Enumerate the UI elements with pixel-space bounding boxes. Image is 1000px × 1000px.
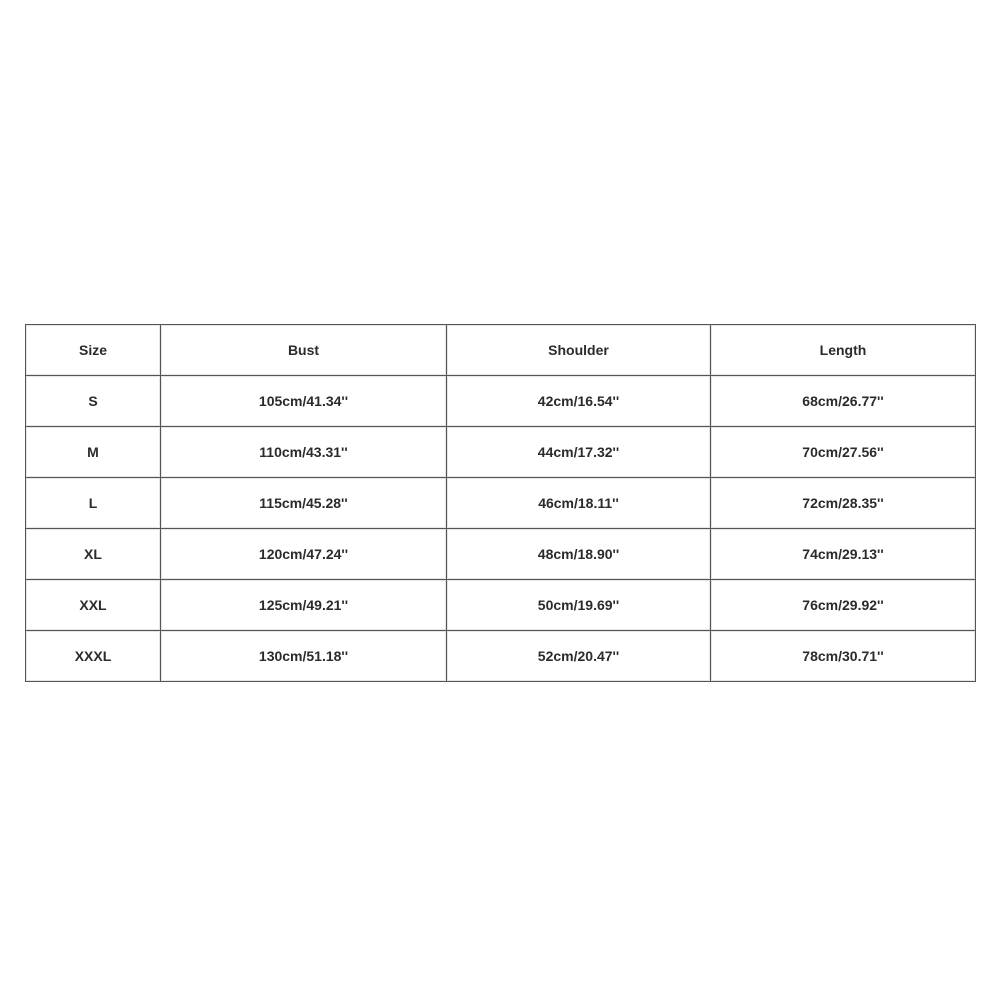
cell-length: 76cm/29.92'' (711, 580, 976, 631)
cell-shoulder: 50cm/19.69'' (447, 580, 711, 631)
cell-size: XXXL (26, 631, 161, 682)
cell-length: 68cm/26.77'' (711, 376, 976, 427)
header-bust: Bust (161, 325, 447, 376)
cell-length: 70cm/27.56'' (711, 427, 976, 478)
table-row (26, 376, 976, 427)
cell-size: S (26, 376, 161, 427)
table-row (26, 580, 976, 631)
cell-size: XL (26, 529, 161, 580)
header-shoulder: Shoulder (447, 325, 711, 376)
table-row (26, 478, 976, 529)
header-size: Size (26, 325, 161, 376)
cell-size: XXL (26, 580, 161, 631)
cell-bust: 130cm/51.18'' (161, 631, 447, 682)
cell-shoulder: 44cm/17.32'' (447, 427, 711, 478)
cell-length: 78cm/30.71'' (711, 631, 976, 682)
cell-bust: 110cm/43.31'' (161, 427, 447, 478)
table-row (26, 631, 976, 682)
cell-shoulder: 46cm/18.11'' (447, 478, 711, 529)
size-chart-table (25, 324, 976, 682)
cell-size: M (26, 427, 161, 478)
cell-bust: 120cm/47.24'' (161, 529, 447, 580)
header-length: Length (711, 325, 976, 376)
cell-length: 72cm/28.35'' (711, 478, 976, 529)
cell-bust: 125cm/49.21'' (161, 580, 447, 631)
cell-shoulder: 42cm/16.54'' (447, 376, 711, 427)
cell-length: 74cm/29.13'' (711, 529, 976, 580)
cell-bust: 115cm/45.28'' (161, 478, 447, 529)
cell-shoulder: 48cm/18.90'' (447, 529, 711, 580)
table-header-row (26, 325, 976, 376)
table-row (26, 529, 976, 580)
cell-shoulder: 52cm/20.47'' (447, 631, 711, 682)
cell-bust: 105cm/41.34'' (161, 376, 447, 427)
cell-size: L (26, 478, 161, 529)
table-row (26, 427, 976, 478)
